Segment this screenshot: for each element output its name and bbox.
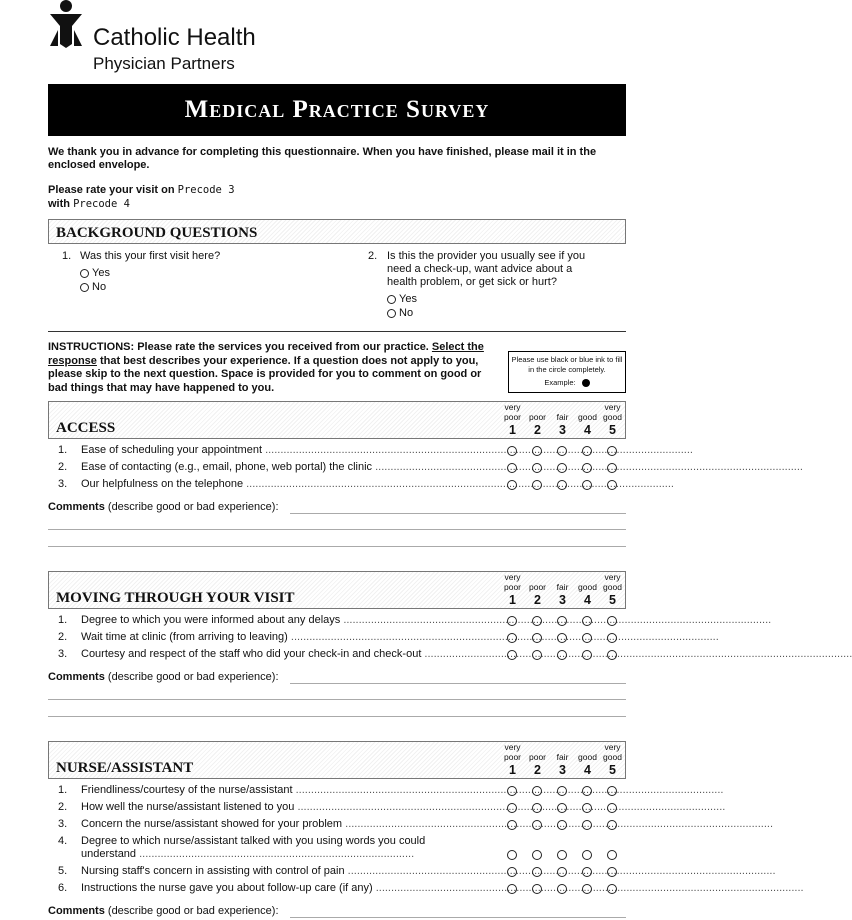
rating-radio-1[interactable] — [507, 616, 517, 626]
row-number: 6. — [58, 882, 68, 894]
rating-radio-3[interactable] — [557, 616, 567, 626]
scale-label-5: very good — [603, 742, 622, 762]
rating-radio-5[interactable] — [607, 850, 617, 860]
radio-circle-icon[interactable] — [387, 309, 396, 318]
leader-dots: ............................................................................................................................................ — [262, 444, 693, 456]
rating-radio-1[interactable] — [507, 850, 517, 860]
scale-label-4: good — [578, 582, 597, 592]
scale-number-3: 3 — [559, 423, 566, 437]
row-number: 5. — [58, 865, 68, 877]
row-question-text — [81, 461, 803, 473]
row-question-line: Instructions the nurse gave you about follow-up care (if any) — [81, 882, 373, 894]
scale-label-5: very good — [603, 572, 622, 592]
rating-radio-2[interactable] — [532, 850, 542, 860]
rating-radio-3[interactable] — [557, 480, 567, 490]
row-number: 3. — [58, 478, 68, 490]
radio-circle-icon[interactable] — [80, 283, 89, 292]
radio-circle-icon[interactable] — [387, 295, 396, 304]
rating-row — [48, 882, 804, 899]
rating-radio-5[interactable] — [607, 867, 617, 877]
rate-line-2 — [48, 198, 130, 210]
rating-radio-4[interactable] — [582, 867, 592, 877]
comments-hint: (describe good or bad experience): — [104, 671, 279, 683]
rating-radio-3[interactable] — [557, 446, 567, 456]
row-question-text — [81, 801, 726, 813]
rating-row — [48, 784, 724, 801]
leader-dots: ............................................................................................................................................ — [243, 478, 674, 490]
row-question-text — [81, 444, 693, 456]
row-question-line-2: understand — [81, 848, 137, 860]
catholic-health-logo-icon — [48, 0, 84, 50]
section-title: NURSE/ASSISTANT — [56, 760, 194, 776]
question-number: 2. — [368, 250, 378, 262]
row-question-text — [81, 818, 773, 830]
rating-radio-4[interactable] — [582, 803, 592, 813]
row-number: 2. — [58, 461, 68, 473]
rating-radio-1[interactable] — [507, 820, 517, 830]
rating-radio-5[interactable] — [607, 463, 617, 473]
scale-label-2: poor — [528, 752, 546, 762]
rating-row — [48, 444, 693, 461]
row-number: 2. — [58, 631, 68, 643]
filled-circle-icon — [582, 379, 590, 387]
row-question-line: Nursing staff's concern in assisting with control of pain — [81, 865, 345, 877]
row-question-line: Degree to which you were informed about any delays — [81, 614, 341, 626]
leader-dots: ............................................................................................................................................ — [294, 801, 726, 813]
rating-radio-3[interactable] — [557, 650, 567, 660]
rating-row — [48, 478, 674, 495]
comments-label-row — [48, 501, 626, 513]
rating-radio-2[interactable] — [532, 463, 542, 473]
section-title: MOVING THROUGH YOUR VISIT — [56, 590, 295, 606]
rating-radio-4[interactable] — [582, 446, 592, 456]
rating-radio-1[interactable] — [507, 650, 517, 660]
comments-line[interactable] — [290, 683, 626, 684]
rating-radio-3[interactable] — [557, 633, 567, 643]
rate-line-1 — [48, 184, 235, 196]
comments-hint: (describe good or bad experience): — [104, 501, 279, 513]
scale-label-1: very poor — [503, 742, 521, 762]
row-question-line-1: Degree to which nurse/assistant talked with you using words you could — [81, 835, 426, 847]
page-title: Medical Practice Survey — [184, 96, 490, 123]
scale-label-3: fair — [556, 752, 569, 762]
leader-dots: .......................................................................................... — [136, 848, 415, 860]
scale-number-2: 2 — [534, 423, 541, 437]
row-number: 1. — [58, 444, 68, 456]
rating-radio-2[interactable] — [532, 633, 542, 643]
rating-radio-4[interactable] — [582, 820, 592, 830]
org-logo — [48, 0, 288, 80]
leader-dots: ............................................................................................................................................ — [287, 631, 719, 643]
rating-radio-4[interactable] — [582, 786, 592, 796]
scale-number-5: 5 — [609, 423, 616, 437]
rate-label: Please rate your visit on — [48, 184, 175, 196]
rating-row — [48, 631, 719, 648]
row-number: 3. — [58, 648, 68, 660]
intro-text: We thank you in advance for completing this questionnaire. When you have finished, please mail it in the enclosed envelope. — [48, 146, 597, 171]
background-section-title: BACKGROUND QUESTIONS — [56, 225, 258, 241]
option-label: No — [399, 307, 414, 319]
scale-number-1: 1 — [509, 423, 516, 437]
precode-4: Precode 4 — [73, 198, 130, 210]
rate-with-label: with — [48, 198, 70, 210]
comments-hint: (describe good or bad experience): — [104, 905, 279, 917]
leader-dots: ............................................................................................................................................ — [372, 461, 803, 473]
precode-3: Precode 3 — [177, 184, 235, 196]
instructions-part-2: that best describes your experience. If a question does not apply to you, please skip to the next question. Space is provided for you to comment on good or bad things that may have happened to you. — [48, 354, 482, 394]
rating-row — [48, 818, 773, 835]
scale-label-2: poor — [528, 412, 546, 422]
row-question-line: Wait time at clinic (from arriving to leaving) — [81, 631, 288, 643]
rating-radio-4[interactable] — [582, 884, 592, 894]
rating-radio-2[interactable] — [532, 650, 542, 660]
rating-row — [48, 835, 626, 865]
comments-line[interactable] — [48, 716, 626, 717]
rating-radio-5[interactable] — [607, 446, 617, 456]
scale-label-1: very poor — [503, 402, 521, 422]
question-text: Is this the provider you usually see if you need a check-up, want advice about a health problem, or get sick or hurt? — [387, 250, 586, 288]
comments-line[interactable] — [48, 699, 626, 700]
comments-label-row — [48, 671, 626, 683]
comments-label: Comments — [48, 905, 105, 917]
scale-label-5: very good — [603, 402, 622, 422]
row-question-text — [81, 882, 804, 894]
scale-label-4: good — [578, 412, 597, 422]
row-question-line: Ease of contacting (e.g., email, phone, web portal) the clinic — [81, 461, 373, 473]
scale-number-4: 4 — [584, 423, 591, 437]
rating-radio-3[interactable] — [557, 884, 567, 894]
scale-number-5: 5 — [609, 593, 616, 607]
leader-dots: ............................................................................................................................................ — [292, 784, 724, 796]
example-label: Example: — [544, 378, 576, 387]
rating-radio-4[interactable] — [582, 650, 592, 660]
question-number: 1. — [62, 250, 72, 262]
instructions — [48, 341, 498, 395]
rating-radio-1[interactable] — [507, 480, 517, 490]
rating-row — [48, 461, 803, 478]
row-number: 2. — [58, 801, 68, 813]
scale-number-3: 3 — [559, 593, 566, 607]
leader-dots: ............................................................................................................................................ — [421, 648, 852, 660]
instructions-part-1: INSTRUCTIONS: Please rate the services you received from our practice. — [48, 341, 432, 353]
leader-dots: ............................................................................................................................................ — [340, 614, 772, 626]
rating-radio-5[interactable] — [607, 786, 617, 796]
rating-radio-5[interactable] — [607, 616, 617, 626]
rating-row — [48, 865, 776, 882]
question-text: Was this your first visit here? — [80, 250, 221, 262]
option-label: No — [92, 281, 107, 293]
rating-radio-5[interactable] — [607, 884, 617, 894]
row-question-text — [81, 865, 776, 877]
row-question-line: Friendliness/courtesy of the nurse/assistant — [81, 784, 293, 796]
rating-radio-4[interactable] — [582, 463, 592, 473]
rating-radio-3[interactable] — [557, 803, 567, 813]
instructions-underlined: Select the response — [48, 341, 484, 367]
rating-radio-2[interactable] — [532, 803, 542, 813]
row-number: 1. — [58, 614, 68, 626]
rating-radio-3[interactable] — [557, 850, 567, 860]
row-question-text — [81, 835, 511, 861]
rating-radio-4[interactable] — [582, 480, 592, 490]
rating-radio-4[interactable] — [582, 633, 592, 643]
rating-radio-2[interactable] — [532, 616, 542, 626]
comments-line[interactable] — [290, 917, 626, 918]
scale-number-2: 2 — [534, 763, 541, 777]
row-question-line: Our helpfulness on the telephone — [81, 478, 244, 490]
leader-dots: ............................................................................................................................................ — [344, 865, 776, 877]
scale-number-4: 4 — [584, 593, 591, 607]
example-row — [509, 378, 625, 388]
rating-radio-1[interactable] — [507, 803, 517, 813]
scale-number-3: 3 — [559, 763, 566, 777]
rating-radio-5[interactable] — [607, 820, 617, 830]
leader-dots: ............................................................................................................................................ — [372, 882, 804, 894]
survey-title-banner — [48, 84, 626, 136]
section-title: ACCESS — [56, 420, 116, 436]
row-question-text — [81, 784, 724, 796]
org-subname: Physician Partners — [93, 54, 235, 73]
background-section-header — [48, 219, 626, 244]
rating-radio-1[interactable] — [507, 633, 517, 643]
row-question-line: Ease of scheduling your appointment — [81, 444, 263, 456]
scale-number-1: 1 — [509, 593, 516, 607]
row-question-line: Concern the nurse/assistant showed for your problem — [81, 818, 343, 830]
rating-radio-1[interactable] — [507, 463, 517, 473]
q2-option-yes[interactable] — [387, 293, 417, 305]
rating-radio-1[interactable] — [507, 867, 517, 877]
scale-label-3: fair — [556, 582, 569, 592]
row-question-line: Courtesy and respect of the staff who did your check-in and check-out — [81, 648, 422, 660]
rating-radio-4[interactable] — [582, 616, 592, 626]
ink-note-text: Please use black or blue ink to fill in the circle completely. — [511, 355, 623, 374]
rating-radio-5[interactable] — [607, 633, 617, 643]
rating-radio-1[interactable] — [507, 446, 517, 456]
scale-label-3: fair — [556, 412, 569, 422]
rating-radio-5[interactable] — [607, 480, 617, 490]
rating-radio-2[interactable] — [532, 480, 542, 490]
row-number: 1. — [58, 784, 68, 796]
scale-label-1: very poor — [503, 572, 521, 592]
radio-circle-icon[interactable] — [80, 269, 89, 278]
rating-radio-1[interactable] — [507, 786, 517, 796]
scale-number-1: 1 — [509, 763, 516, 777]
rating-radio-2[interactable] — [532, 820, 542, 830]
rating-radio-2[interactable] — [532, 867, 542, 877]
rating-radio-2[interactable] — [532, 884, 542, 894]
scale-number-5: 5 — [609, 763, 616, 777]
org-name: Catholic Health — [93, 24, 256, 51]
rating-radio-4[interactable] — [582, 850, 592, 860]
comments-label-row — [48, 905, 626, 917]
q1-option-no[interactable] — [80, 281, 106, 293]
comments-label: Comments — [48, 501, 105, 513]
rating-radio-3[interactable] — [557, 820, 567, 830]
row-question-text — [81, 631, 719, 643]
row-question-text — [81, 478, 674, 490]
rating-radio-3[interactable] — [557, 867, 567, 877]
divider — [48, 331, 626, 332]
rating-radio-1[interactable] — [507, 884, 517, 894]
option-label: Yes — [92, 267, 110, 279]
row-question-line: How well the nurse/assistant listened to you — [81, 801, 295, 813]
rating-radio-5[interactable] — [607, 803, 617, 813]
scale-number-2: 2 — [534, 593, 541, 607]
rating-radio-3[interactable] — [557, 786, 567, 796]
scale-label-2: poor — [528, 582, 546, 592]
rating-radio-3[interactable] — [557, 463, 567, 473]
comments-line[interactable] — [48, 529, 626, 530]
rating-row — [48, 614, 772, 631]
scale-label-4: good — [578, 752, 597, 762]
rating-radio-5[interactable] — [607, 650, 617, 660]
leader-dots: ............................................................................................................................................ — [342, 818, 773, 830]
rating-row — [48, 801, 726, 818]
row-question-text — [81, 614, 772, 626]
rating-radio-2[interactable] — [532, 446, 542, 456]
scale-number-4: 4 — [584, 763, 591, 777]
row-number: 4. — [58, 835, 68, 847]
row-number: 3. — [58, 818, 68, 830]
option-label: Yes — [399, 293, 417, 305]
comments-line[interactable] — [48, 546, 626, 547]
q1-option-yes[interactable] — [80, 267, 110, 279]
comments-line[interactable] — [290, 513, 626, 514]
rating-radio-2[interactable] — [532, 786, 542, 796]
row-question-text — [81, 648, 852, 660]
comments-label: Comments — [48, 671, 105, 683]
ink-note-box — [508, 351, 626, 393]
q2-option-no[interactable] — [387, 307, 413, 319]
rating-row — [48, 648, 852, 665]
